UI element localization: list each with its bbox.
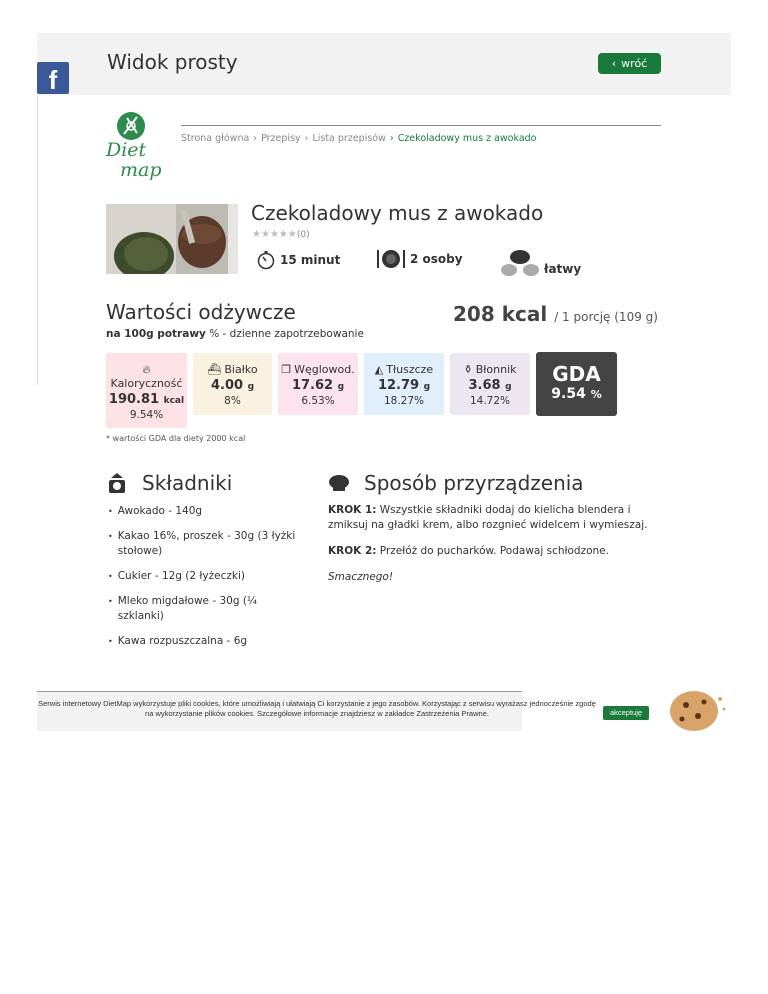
star-icon[interactable]: ★ <box>269 229 278 240</box>
chef-hats-icon <box>500 248 540 278</box>
prep-time <box>256 250 340 270</box>
chevron-left-icon: ‹ <box>611 57 617 70</box>
chevron-right-icon: › <box>389 133 394 144</box>
facebook-icon[interactable]: f <box>37 62 69 94</box>
gda-value: 9.54 % <box>551 386 602 402</box>
nutrient-label: Kaloryczność <box>110 377 183 390</box>
breadcrumb-recipes[interactable]: Przepisy <box>261 133 301 144</box>
gda-note: * wartości GDA dla diety 2000 kcal <box>106 434 246 443</box>
nutrient-value: 3.68 g <box>468 378 512 393</box>
nutrient-label: Błonnik <box>475 363 517 376</box>
difficulty-value: łatwy <box>544 262 582 276</box>
flame-icon: 🔥︎ <box>142 363 151 376</box>
recipe-title: Czekoladowy mus z awokado <box>251 201 544 225</box>
accept-cookies-button[interactable]: akceptuję <box>603 706 649 720</box>
nutrient-percent: 14.72% <box>469 395 511 407</box>
chevron-right-icon: › <box>304 133 309 144</box>
ingredients-list <box>108 504 298 659</box>
nutrient-box-calories <box>106 353 187 428</box>
ingredients-title: Składniki <box>142 471 233 495</box>
list-item: • Awokado - 140g <box>108 505 203 517</box>
list-item: • Cukier - 12g (2 łyżeczki) <box>108 570 245 582</box>
back-label: wróć <box>621 57 648 70</box>
cookie-text: Serwis internetowy DietMap wykorzystuje pliki cookies, które umożliwiają i ułatwiają Ci korzystanie z jego zasobów. Korzystając z serwisu wyrażasz jednocześnie zgodę na wykorzystanie plików cookies. Szczegółowe informacje znajdziesz w zakładce Zastrzeżenia Prawne. <box>38 699 596 718</box>
breadcrumb-divider <box>181 125 661 126</box>
nutrient-label: Tłuszcze <box>386 363 434 376</box>
side-divider <box>37 95 38 385</box>
per100-rest: % - dzienne zapotrzebowanie <box>209 328 364 340</box>
servings <box>376 248 463 270</box>
kitchen-scale-icon <box>106 472 128 494</box>
dietmap-logo[interactable] <box>104 108 174 182</box>
step-1: KROK 1: Wszystkie składniki dodaj do kielicha blendera i zmiksuj na gładki krem, albo rozgnieć widelcem i wymieszaj. <box>328 504 648 531</box>
preparation-title: Sposób przyrządzenia <box>364 471 584 495</box>
nutrient-percent: 6.53% <box>301 395 335 407</box>
servings-value: 2 osoby <box>410 252 463 266</box>
star-icon[interactable]: ★ <box>278 229 287 240</box>
nutrient-percent: 18.27% <box>383 395 425 407</box>
nutrient-label: Białko <box>224 363 258 376</box>
nutrient-value: 190.81 kcal <box>108 392 185 407</box>
star-icon[interactable]: ★ <box>252 229 260 240</box>
protein-icon: ⛴︎ <box>207 363 222 376</box>
plate-icon <box>376 248 406 270</box>
chevron-right-icon: › <box>253 133 258 144</box>
carbs-icon: ❐ <box>281 363 292 376</box>
kcal-value: 208 kcal <box>453 302 548 326</box>
cookie-image <box>666 689 730 735</box>
breadcrumb-recipe-list[interactable]: Lista przepisów <box>312 133 386 144</box>
breadcrumb <box>181 133 537 144</box>
breadcrumb-home[interactable]: Strona główna <box>181 133 250 144</box>
prep-time-value: 15 minut <box>280 253 341 267</box>
preparation-heading <box>328 471 584 495</box>
recipe-photo <box>106 204 238 274</box>
step-2: KROK 2: Przełóż do pucharków. Podawaj schłodzone. <box>328 545 609 557</box>
nutrient-percent: 8% <box>224 395 241 407</box>
fiber-icon: ⚱︎ <box>463 363 473 376</box>
stopwatch-icon <box>256 250 276 270</box>
chef-hat-icon <box>328 474 350 492</box>
nutrient-value: 12.79 g <box>377 378 431 393</box>
breadcrumb-current[interactable]: Czekoladowy mus z awokado <box>397 133 537 144</box>
nutrient-value: 17.62 g <box>291 378 345 393</box>
nutrient-box-fiber <box>450 353 530 415</box>
per100-bold: na 100g potrawy <box>106 328 206 340</box>
svg-text:Diet: Diet <box>106 139 147 161</box>
list-item: • Kakao 16%, proszek - 30g (3 łyżki stołowe) <box>108 530 296 557</box>
fat-icon: ◭ <box>374 363 384 376</box>
nutrient-box-protein <box>193 353 272 415</box>
list-item: • Kawa rozpuszczalna - 6g <box>108 635 248 647</box>
closing-text: Smacznego! <box>328 571 394 583</box>
per100-caption <box>106 328 364 340</box>
nutrition-title: Wartości odżywcze <box>106 300 296 324</box>
svg-text:map: map <box>120 159 162 181</box>
rating[interactable] <box>252 229 310 240</box>
page-title: Widok prosty <box>107 50 238 74</box>
preparation-steps <box>328 503 663 596</box>
rating-count: (0) <box>296 229 310 240</box>
portion-kcal <box>453 302 658 326</box>
nutrient-box-fat <box>364 353 444 415</box>
nutrient-value: 4.00 g <box>210 378 255 393</box>
portion-size: / 1 porcję (109 g) <box>554 310 658 324</box>
difficulty <box>500 248 581 278</box>
gda-badge <box>536 352 617 416</box>
nutrient-box-carbs <box>278 353 358 415</box>
ingredients-heading <box>106 471 232 495</box>
back-button[interactable] <box>598 53 661 74</box>
gda-label: GDA <box>552 362 601 386</box>
star-icon[interactable]: ★ <box>260 229 269 240</box>
list-item: • Mleko migdałowe - 30g (¼ szklanki) <box>108 595 258 622</box>
star-icon[interactable]: ★ <box>287 229 296 240</box>
nutrient-label: Węglowod. <box>294 363 355 376</box>
nutrient-percent: 9.54% <box>129 409 164 421</box>
